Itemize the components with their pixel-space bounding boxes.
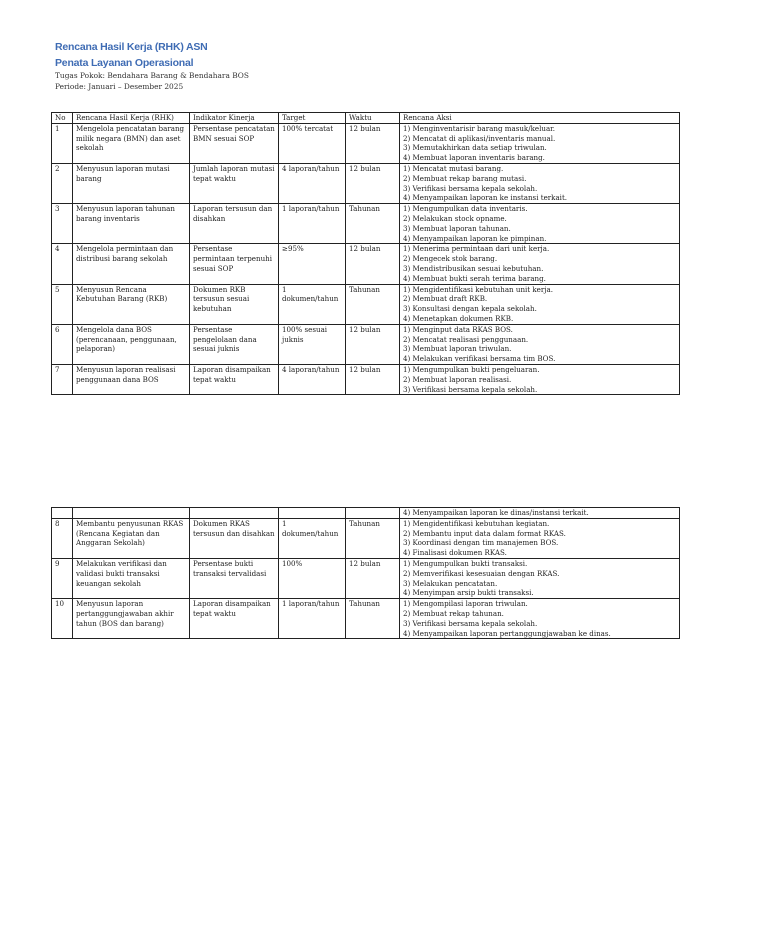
document-title: Rencana Hasil Kerja (RHK) ASN (55, 41, 208, 53)
row-rhk-cell: Mengelola pencatatan barang milik negara (BMN) dan aset sekolah (73, 123, 190, 163)
row-aksi-cell (400, 244, 680, 284)
aksi-item: 3) Membuat laporan tahunan. (403, 223, 511, 233)
row-waktu-cell: 12 bulan (346, 364, 400, 394)
continuation-row (52, 508, 680, 519)
aksi-item: 4) Melakukan verifikasi bersama tim BOS. (403, 354, 556, 364)
table-row (52, 364, 680, 394)
aksi-item: 2) Melakukan stock opname. (403, 213, 507, 223)
row-target-cell: 4 laporan/tahun (279, 364, 346, 394)
aksi-item: 2) Mencatat realisasi penggunaan. (403, 334, 529, 344)
row-rhk-cell: Menyusun laporan realisasi penggunaan dana BOS (73, 364, 190, 394)
table-row (52, 204, 680, 244)
row-target-cell: 1 dokumen/tahun (279, 284, 346, 324)
col-header-rhk: Rencana Hasil Kerja (RHK) (73, 113, 190, 124)
row-waktu-cell: 12 bulan (346, 163, 400, 203)
row-waktu-cell: 12 bulan (346, 558, 400, 598)
row-indikator-cell: Persentase bukti transaksi tervalidasi (190, 558, 279, 598)
row-target-cell: 100% (279, 558, 346, 598)
aksi-item: 3) Mendistribusikan sesuai kebutuhan. (403, 263, 544, 273)
row-indikator-cell: Dokumen RKB tersusun sesuai kebutuhan (190, 284, 279, 324)
row-no-cell: 1 (52, 123, 73, 163)
table-row (52, 163, 680, 203)
row-indikator-cell: Laporan tersusun dan disahkan (190, 204, 279, 244)
aksi-item: 1) Mengumpulkan bukti pengeluaran. (403, 364, 540, 374)
row-aksi-cell (400, 284, 680, 324)
row-indikator-cell: Laporan disampaikan tepat waktu (190, 599, 279, 639)
aksi-item: 4) Membuat laporan inventaris barang. (403, 153, 545, 163)
row-aksi-cell (400, 163, 680, 203)
aksi-item: 1) Mengidentifikasi kebutuhan kegiatan. (403, 518, 550, 528)
row-waktu-cell: Tahunan (346, 518, 400, 558)
row-aksi-cell (400, 599, 680, 639)
row-indikator-cell: Laporan disampaikan tepat waktu (190, 364, 279, 394)
row-waktu-cell: 12 bulan (346, 324, 400, 364)
table-header-row (52, 113, 680, 124)
row-target-cell: 100% tercatat (279, 123, 346, 163)
row-no-cell: 2 (52, 163, 73, 203)
aksi-item: 2) Membuat rekap tahunan. (403, 608, 504, 618)
aksi-item: 2) Membuat draft RKB. (403, 294, 488, 304)
row-rhk-cell: Melakukan verifikasi dan validasi bukti transaksi keuangan sekolah (73, 558, 190, 598)
row-no-cell: 3 (52, 204, 73, 244)
col-header-indikator: Indikator Kinerja (190, 113, 279, 124)
col-header-waktu: Waktu (346, 113, 400, 124)
row-aksi-cell (400, 558, 680, 598)
row-no-cell: 8 (52, 518, 73, 558)
rhk-table-page-1 (51, 112, 680, 395)
aksi-item: 4) Menetapkan dokumen RKB. (403, 313, 514, 323)
row-waktu-cell: Tahunan (346, 204, 400, 244)
table-row (52, 599, 680, 639)
aksi-item: 1) Mencatat mutasi barang. (403, 163, 504, 173)
row-target-cell: 1 laporan/tahun (279, 204, 346, 244)
table-row (52, 558, 680, 598)
row-indikator-cell: Jumlah laporan mutasi tepat waktu (190, 163, 279, 203)
rhk-table-page-2 (51, 507, 680, 639)
row-target-cell: ≥95% (279, 244, 346, 284)
row-waktu-cell: Tahunan (346, 599, 400, 639)
row-rhk-cell: Mengelola dana BOS (perencanaan, penggunaan, pelaporan) (73, 324, 190, 364)
table-row (52, 284, 680, 324)
row-no-cell: 10 (52, 599, 73, 639)
row-aksi-cell (400, 518, 680, 558)
aksi-item: 1) Mengumpulkan bukti transaksi. (403, 558, 528, 568)
row-aksi-cell (400, 204, 680, 244)
col-header-rencana-aksi: Rencana Aksi (400, 113, 680, 124)
aksi-item: 1) Mengidentifikasi kebutuhan unit kerja. (403, 284, 553, 294)
row-indikator-cell: Persentase pengelolaan dana sesuai juknis (190, 324, 279, 364)
row-rhk-cell: Mengelola permintaan dan distribusi barang sekolah (73, 244, 190, 284)
aksi-item: 3) Verifikasi bersama kepala sekolah. (403, 183, 538, 193)
row-aksi-cell (400, 364, 680, 394)
aksi-item: 1) Mengompilasi laporan triwulan. (403, 599, 528, 609)
col-header-target: Target (279, 113, 346, 124)
row-target-cell: 1 laporan/tahun (279, 599, 346, 639)
aksi-item: 3) Membuat laporan triwulan. (403, 344, 512, 354)
aksi-item: 1) Mengumpulkan data inventaris. (403, 204, 528, 214)
aksi-item: 2) Membuat laporan realisasi. (403, 374, 512, 384)
row-waktu-cell: Tahunan (346, 284, 400, 324)
row-rhk-cell: Menyusun Rencana Kebutuhan Barang (RKB) (73, 284, 190, 324)
row-no-cell: 6 (52, 324, 73, 364)
row-no-cell: 4 (52, 244, 73, 284)
aksi-item: 2) Mengecek stok barang. (403, 254, 498, 264)
aksi-item: 4) Finalisasi dokumen RKAS. (403, 548, 507, 558)
aksi-item: 4) Menyimpan arsip bukti transaksi. (403, 588, 534, 598)
aksi-item: 4) Menyampaikan laporan ke instansi terkait. (403, 193, 568, 203)
row-waktu-cell: 12 bulan (346, 244, 400, 284)
row-no-cell: 9 (52, 558, 73, 598)
aksi-item: 3) Koordinasi dengan tim manajemen BOS. (403, 538, 559, 548)
row-rhk-cell: Menyusun laporan tahunan barang inventaris (73, 204, 190, 244)
aksi-item: 3) Melakukan pencatatan. (403, 578, 498, 588)
aksi-item: 4) Menyampaikan laporan ke pimpinan. (403, 233, 547, 243)
aksi-item: 2) Memverifikasi kesesuaian dengan RKAS. (403, 568, 560, 578)
row-rhk-cell: Menyusun laporan pertanggungjawaban akhir tahun (BOS dan barang) (73, 599, 190, 639)
row-no-cell: 5 (52, 284, 73, 324)
table-row (52, 324, 680, 364)
row-indikator-cell: Persentase pencatatan BMN sesuai SOP (190, 123, 279, 163)
aksi-item: 2) Membantu input data dalam format RKAS. (403, 528, 566, 538)
row-indikator-cell: Dokumen RKAS tersusun dan disahkan (190, 518, 279, 558)
aksi-item: 1) Menginput data RKAS BOS. (403, 324, 513, 334)
row-indikator-cell: Persentase permintaan terpenuhi sesuai SOP (190, 244, 279, 284)
row-target-cell: 100% sesuai juknis (279, 324, 346, 364)
aksi-item: 3) Memutakhirkan data setiap triwulan. (403, 143, 547, 153)
document-subtitle: Penata Layanan Operasional (55, 57, 194, 69)
col-header-no: No (52, 113, 73, 124)
aksi-item: 4) Membuat bukti serah terima barang. (403, 273, 546, 283)
aksi-item: 1) Menerima permintaan dari unit kerja. (403, 244, 550, 254)
tugas-pokok-text: Tugas Pokok: Bendahara Barang & Bendahara BOS (55, 71, 249, 80)
row-rhk-cell: Menyusun laporan mutasi barang (73, 163, 190, 203)
aksi-item: 4) Menyampaikan laporan pertanggungjawaban ke dinas. (403, 628, 611, 638)
aksi-item: 3) Verifikasi bersama kepala sekolah. (403, 618, 538, 628)
row-rhk-cell: Membantu penyusunan RKAS (Rencana Kegiatan dan Anggaran Sekolah) (73, 518, 190, 558)
row-aksi-cell (400, 324, 680, 364)
row-target-cell: 4 laporan/tahun (279, 163, 346, 203)
aksi-item: 3) Verifikasi bersama kepala sekolah. (403, 384, 538, 394)
row-target-cell: 1 dokumen/tahun (279, 518, 346, 558)
continuation-aksi-cell: 4) Menyampaikan laporan ke dinas/instansi terkait. (400, 508, 680, 519)
table-row (52, 123, 680, 163)
aksi-item: 2) Mencatat di aplikasi/inventaris manual. (403, 133, 556, 143)
row-no-cell: 7 (52, 364, 73, 394)
aksi-item: 1) Menginventarisir barang masuk/keluar. (403, 123, 556, 133)
aksi-item: 2) Membuat rekap barang mutasi. (403, 173, 527, 183)
row-aksi-cell (400, 123, 680, 163)
aksi-item: 3) Konsultasi dengan kepala sekolah. (403, 304, 537, 314)
periode-text: Periode: Januari – Desember 2025 (55, 82, 184, 91)
table-row (52, 244, 680, 284)
row-waktu-cell: 12 bulan (346, 123, 400, 163)
table-row (52, 518, 680, 558)
